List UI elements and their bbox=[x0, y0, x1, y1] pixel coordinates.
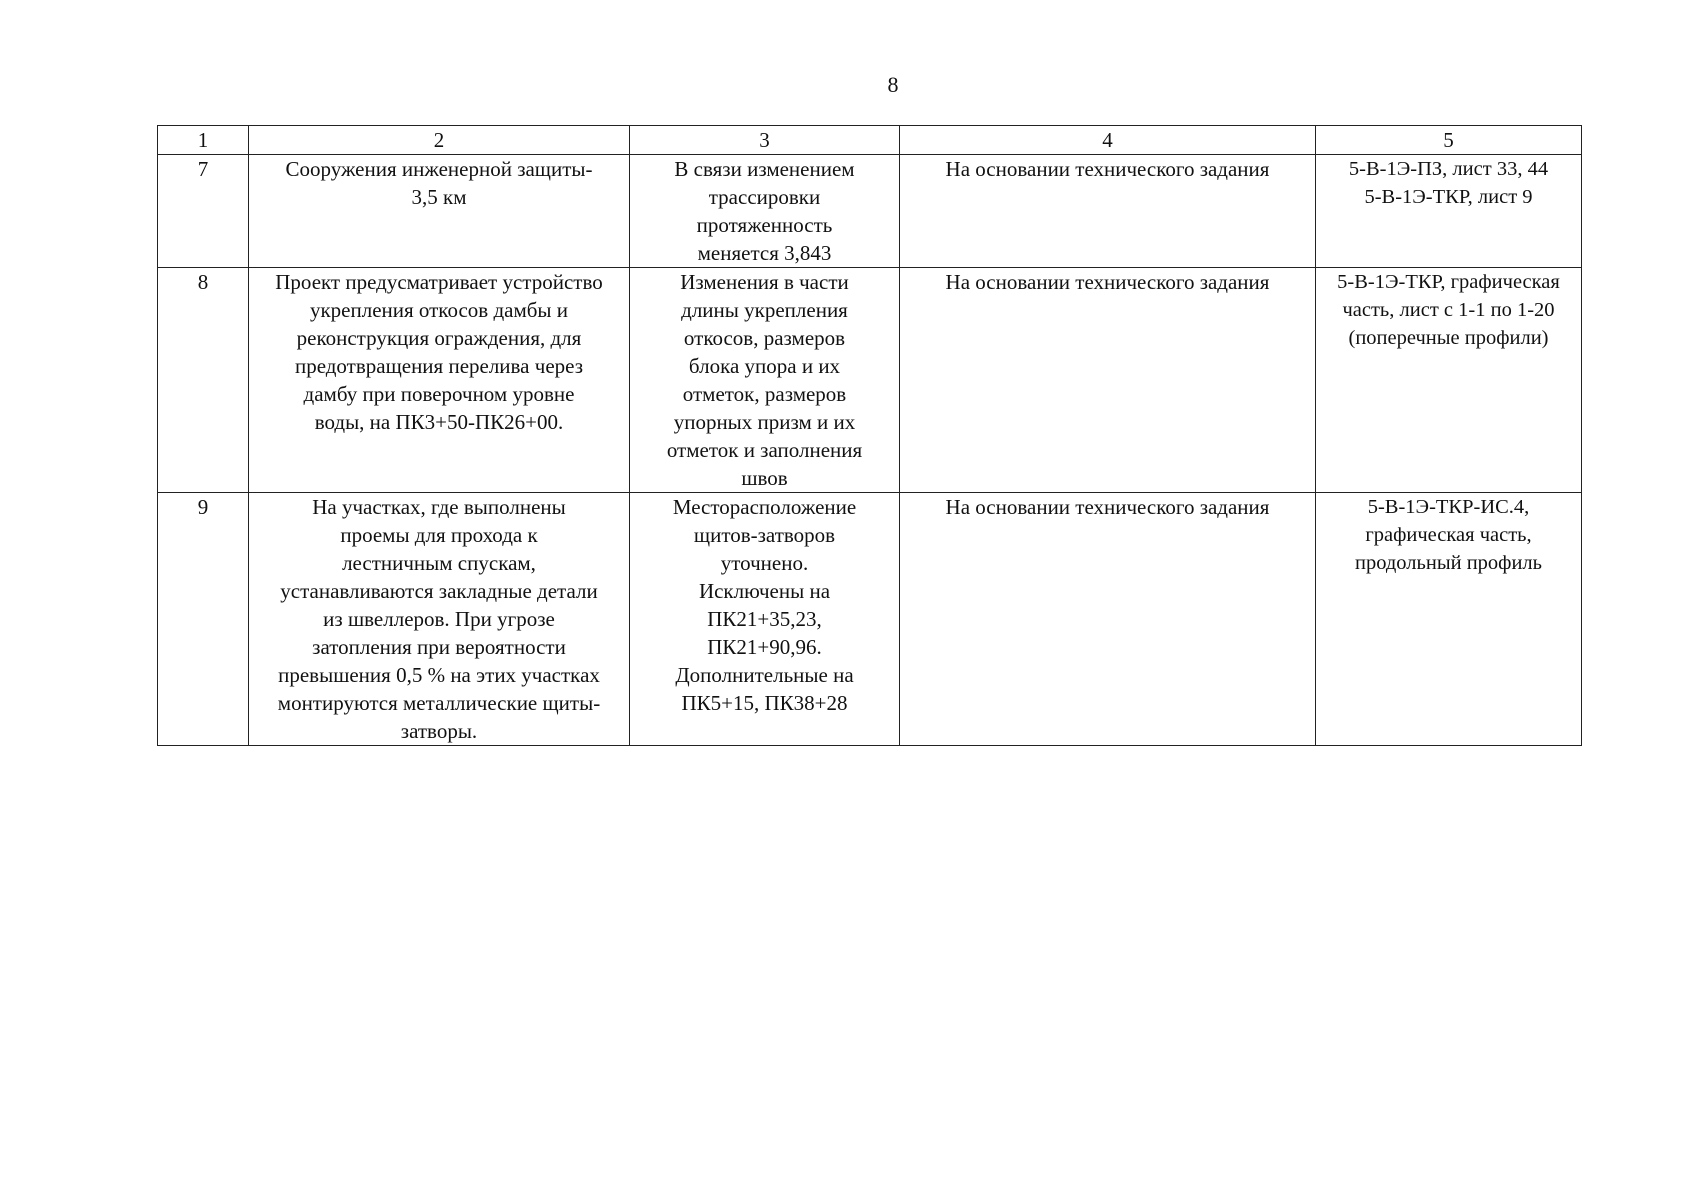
description-cell: Сооружения инженерной защиты- 3,5 км bbox=[249, 155, 630, 268]
column-header-2: 2 bbox=[249, 126, 630, 155]
column-header-1: 1 bbox=[158, 126, 249, 155]
reference-cell: 5-В-1Э-ТКР, графическая часть, лист с 1-1 по 1-20 (поперечные профили) bbox=[1316, 268, 1582, 493]
column-header-5: 5 bbox=[1316, 126, 1582, 155]
table-header-row bbox=[158, 126, 1582, 155]
description-cell: На участках, где выполнены проемы для прохода к лестничным спускам, устанавливаются закладные детали из швеллеров. При угрозе затопления при вероятности превышения 0,5 % на этих участках монтируются металлические щиты- затворы. bbox=[249, 493, 630, 746]
description-cell: Проект предусматривает устройство укрепления откосов дамбы и реконструкция ограждения, для предотвращения перелива через дамбу при поверочном уровне воды, на ПК3+50-ПК26+00. bbox=[249, 268, 630, 493]
basis-cell: На основании технического задания bbox=[900, 155, 1316, 268]
row-number-cell: 8 bbox=[158, 268, 249, 493]
change-cell: Изменения в части длины укрепления откосов, размеров блока упора и их отметок, размеров упорных призм и их отметок и заполнения швов bbox=[630, 268, 900, 493]
table-row bbox=[158, 268, 1582, 493]
column-header-3: 3 bbox=[630, 126, 900, 155]
column-header-4: 4 bbox=[900, 126, 1316, 155]
basis-cell: На основании технического задания bbox=[900, 268, 1316, 493]
change-cell: Месторасположение щитов-затворов уточнено. Исключены на ПК21+35,23, ПК21+90,96. Дополнительные на ПК5+15, ПК38+28 bbox=[630, 493, 900, 746]
basis-cell: На основании технического задания bbox=[900, 493, 1316, 746]
page-number: 8 bbox=[887, 72, 899, 97]
table-row bbox=[158, 155, 1582, 268]
row-number-cell: 7 bbox=[158, 155, 249, 268]
changes-table bbox=[157, 125, 1582, 746]
change-cell: В связи изменением трассировки протяженность меняется 3,843 bbox=[630, 155, 900, 268]
reference-cell: 5-В-1Э-ТКР-ИС.4, графическая часть, продольный профиль bbox=[1316, 493, 1582, 746]
table-row bbox=[158, 493, 1582, 746]
reference-cell: 5-В-1Э-ПЗ, лист 33, 44 5-В-1Э-ТКР, лист 9 bbox=[1316, 155, 1582, 268]
row-number-cell: 9 bbox=[158, 493, 249, 746]
